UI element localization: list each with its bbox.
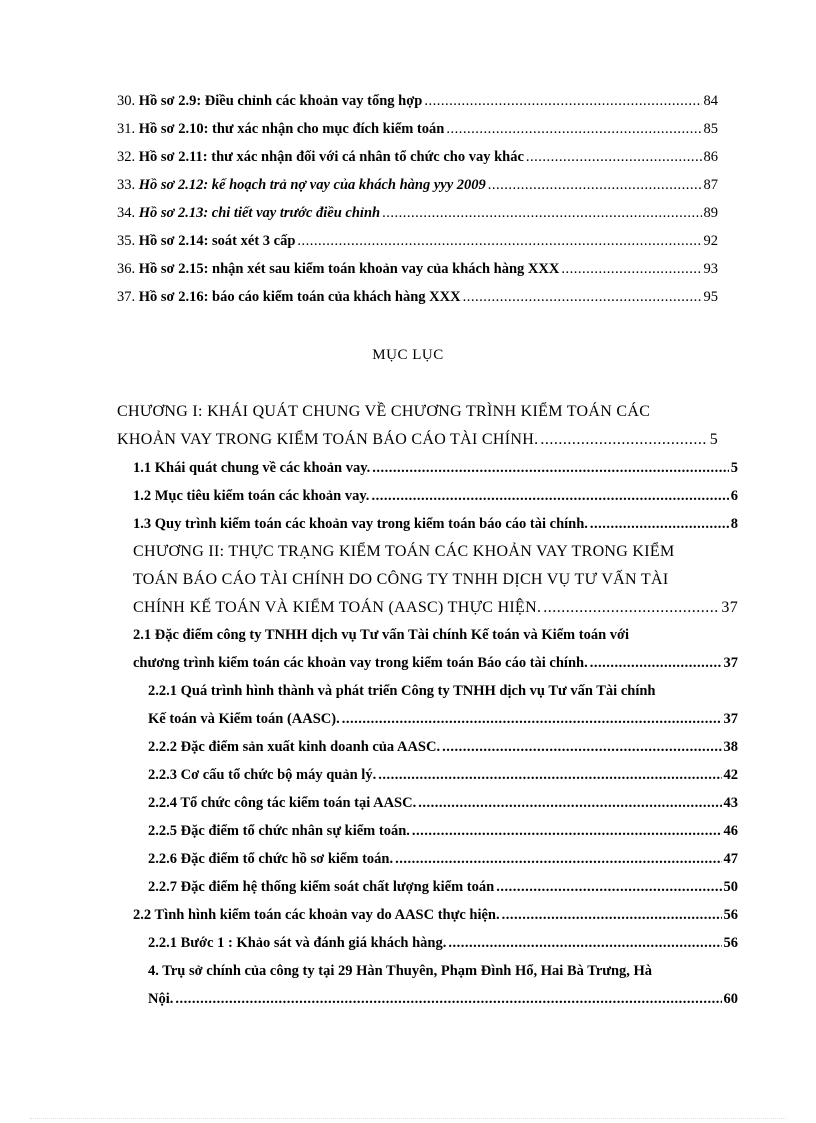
toc-page: 5 bbox=[730, 460, 738, 476]
toc-item bbox=[133, 488, 738, 505]
appendix-label: Hồ sơ 2.14: bbox=[138, 233, 209, 249]
toc-page: 37 bbox=[723, 655, 738, 671]
appendix-num: 31. bbox=[117, 121, 136, 137]
toc-page: 37 bbox=[721, 599, 738, 616]
toc-page: 38 bbox=[723, 739, 738, 755]
appendix-page: 87 bbox=[703, 177, 718, 193]
toc-page: 8 bbox=[730, 516, 738, 532]
appendix-desc: thư xác nhận cho mục đích kiểm toán bbox=[212, 121, 445, 137]
page-bottom-rule bbox=[30, 1118, 786, 1119]
toc-item bbox=[133, 516, 738, 533]
toc-item bbox=[148, 823, 738, 840]
toc-title: MỤC LỤC bbox=[372, 347, 444, 363]
appendix-desc: chi tiết vay trước điều chỉnh bbox=[211, 205, 381, 221]
appendix-page: 89 bbox=[703, 205, 718, 221]
appendix-item bbox=[117, 177, 718, 194]
toc-item-text: Nội. bbox=[148, 991, 174, 1007]
appendix-num: 30. bbox=[117, 93, 136, 109]
appendix-page: 86 bbox=[703, 149, 718, 165]
sec221-line2 bbox=[148, 711, 738, 728]
toc-item-text: 1.3 Quy trình kiểm toán các khoản vay trong kiểm toán báo cáo tài chính. bbox=[133, 516, 588, 532]
toc-page: 5 bbox=[709, 431, 718, 448]
toc-item-text: 2.2 Tình hình kiểm toán các khoản vay do AASC thực hiện. bbox=[133, 907, 500, 923]
sec21-line2 bbox=[133, 655, 738, 672]
appendix-num: 35. bbox=[117, 233, 136, 249]
toc-item-text: 2.2.3 Cơ cấu tổ chức bộ máy quản lý. bbox=[148, 767, 377, 783]
toc-item bbox=[148, 767, 738, 784]
toc-page: 46 bbox=[723, 823, 738, 839]
toc-page: 47 bbox=[723, 851, 738, 867]
sec21-line1: 2.1 Đặc điểm công ty TNHH dịch vụ Tư vấn Tài chính Kế toán và Kiểm toán với bbox=[133, 627, 630, 643]
toc-page: 37 bbox=[723, 711, 738, 727]
toc-page: 56 bbox=[723, 907, 738, 923]
appendix-label: Hồ sơ 2.13: bbox=[138, 205, 209, 221]
toc-item-text: 2.2.2 Đặc điểm sản xuất kinh doanh của AASC. bbox=[148, 739, 441, 755]
appendix-desc: soát xét 3 cấp bbox=[212, 233, 296, 249]
appendix-label: Hồ sơ 2.11: bbox=[138, 149, 208, 165]
toc-item-text: 2.2.7 Đặc điểm hệ thống kiểm soát chất lượng kiểm toán bbox=[148, 879, 495, 895]
sec221-line1: 2.2.1 Quá trình hình thành và phát triển Công ty TNHH dịch vụ Tư vấn Tài chính bbox=[148, 683, 656, 699]
appendix-num: 36. bbox=[117, 261, 136, 277]
appendix-num: 34. bbox=[117, 205, 136, 221]
appendix-desc: kế hoạch trả nợ vay của khách hàng yyy 2009 bbox=[211, 177, 486, 193]
toc-item-text: Kế toán và Kiểm toán (AASC). bbox=[148, 711, 340, 727]
toc-page: 56 bbox=[723, 935, 738, 951]
appendix-label: Hồ sơ 2.12: bbox=[138, 177, 209, 193]
appendix-item bbox=[117, 261, 718, 278]
toc-item-text: chương trình kiểm toán các khoản vay trong kiểm toán Báo cáo tài chính. bbox=[133, 655, 588, 671]
appendix-item bbox=[117, 289, 718, 306]
appendix-label: Hồ sơ 2.10: bbox=[138, 121, 209, 137]
appendix-desc: thư xác nhận đối với cá nhân tổ chức cho vay khác bbox=[211, 149, 524, 165]
appendix-num: 32. bbox=[117, 149, 136, 165]
appendix-desc: Điều chỉnh các khoản vay tổng hợp bbox=[204, 93, 423, 109]
toc-item-text: 2.2.4 Tổ chức công tác kiểm toán tại AASC. bbox=[148, 795, 417, 811]
toc-page: 60 bbox=[723, 991, 738, 1007]
appendix-desc: nhận xét sau kiểm toán khoản vay của khách hàng XXX bbox=[212, 261, 560, 277]
appendix-desc: báo cáo kiểm toán của khách hàng XXX bbox=[212, 289, 461, 305]
toc-page: 50 bbox=[723, 879, 738, 895]
item4-line1: 4. Trụ sở chính của công ty tại 29 Hàn Thuyên, Phạm Đình Hổ, Hai Bà Trưng, Hà bbox=[148, 963, 653, 979]
chapter1-heading-line2 bbox=[117, 431, 718, 449]
toc-item-text: 1.1 Khái quát chung về các khoản vay. bbox=[133, 460, 371, 476]
appendix-page: 95 bbox=[703, 289, 718, 305]
appendix-num: 37. bbox=[117, 289, 136, 305]
toc-page: 42 bbox=[723, 767, 738, 783]
toc-item bbox=[148, 739, 738, 756]
chapter2-heading-line3 bbox=[133, 599, 738, 617]
chapter2-heading-line1: CHƯƠNG II: THỰC TRẠNG KIỂM TOÁN CÁC KHOẢN VAY TRONG KIỂM bbox=[133, 543, 675, 560]
appendix-num: 33. bbox=[117, 177, 136, 193]
toc-item bbox=[148, 879, 738, 896]
appendix-page: 85 bbox=[703, 121, 718, 137]
appendix-item bbox=[117, 149, 718, 166]
toc-item-text: 1.2 Mục tiêu kiểm toán các khoản vay. bbox=[133, 488, 370, 504]
toc-page: 6 bbox=[730, 488, 738, 504]
toc-item-text: 2.2.6 Đặc điểm tổ chức hồ sơ kiểm toán. bbox=[148, 851, 394, 867]
chapter1-heading-line1: CHƯƠNG I: KHÁI QUÁT CHUNG VỀ CHƯƠNG TRÌNH KIỂM TOÁN CÁC bbox=[117, 403, 651, 420]
appendix-page: 84 bbox=[703, 93, 718, 109]
appendix-item bbox=[117, 233, 718, 250]
appendix-item bbox=[117, 121, 718, 138]
chapter2-heading-line2: TOÁN BÁO CÁO TÀI CHÍNH DO CÔNG TY TNHH DỊCH VỤ TƯ VẤN TÀI bbox=[133, 571, 669, 588]
chapter2-heading-text: CHÍNH KẾ TOÁN VÀ KIỂM TOÁN (AASC) THỰC HIỆN. bbox=[133, 599, 542, 616]
appendix-page: 93 bbox=[703, 261, 718, 277]
toc-item bbox=[148, 851, 738, 868]
appendix-item bbox=[117, 93, 718, 110]
appendix-label: Hồ sơ 2.16: bbox=[138, 289, 209, 305]
toc-item bbox=[133, 907, 738, 924]
chapter1-heading-text: KHOẢN VAY TRONG KIỂM TOÁN BÁO CÁO TÀI CHÍNH. bbox=[117, 431, 539, 448]
item4-line2 bbox=[148, 991, 738, 1008]
toc-item-text: 2.2.1 Bước 1 : Khảo sát và đánh giá khách hàng. bbox=[148, 935, 447, 951]
appendix-label: Hồ sơ 2.15: bbox=[138, 261, 209, 277]
toc-item bbox=[148, 935, 738, 952]
appendix-label: Hồ sơ 2.9: bbox=[138, 93, 202, 109]
appendix-page: 92 bbox=[703, 233, 718, 249]
toc-item bbox=[133, 460, 738, 477]
toc-page: 43 bbox=[723, 795, 738, 811]
toc-item bbox=[148, 795, 738, 812]
appendix-item bbox=[117, 205, 718, 222]
toc-item-text: 2.2.5 Đặc điểm tổ chức nhân sự kiểm toán. bbox=[148, 823, 410, 839]
